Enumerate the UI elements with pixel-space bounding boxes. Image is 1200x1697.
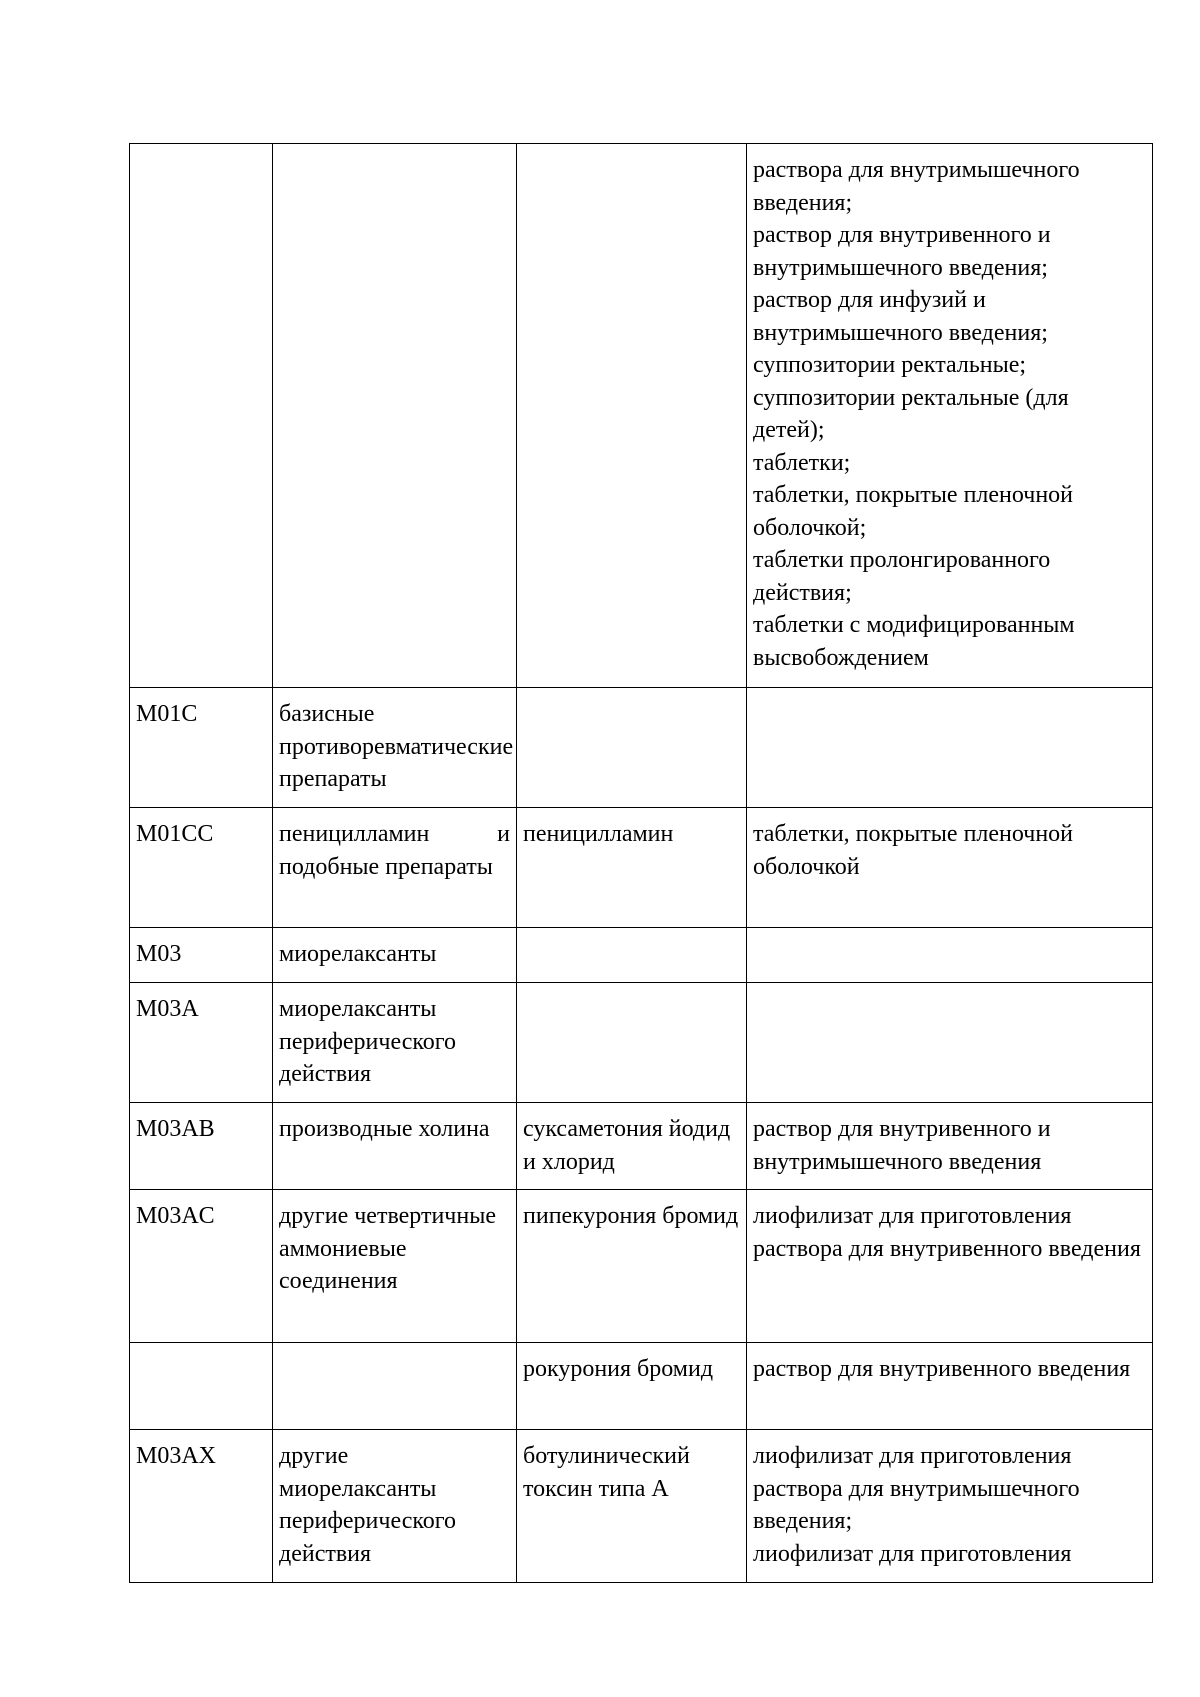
drug-cell: ботулинический токсин типа А	[517, 1430, 747, 1583]
forms-cell	[747, 808, 1153, 928]
drug-cell	[517, 144, 747, 688]
form-item: раствор для внутривенного введения	[753, 1356, 1131, 1382]
atc-code-cell: M01CC	[130, 808, 273, 928]
form-item: раствор для внутривенного и внутримышечного введения;	[753, 222, 1051, 281]
drug-cell: суксаметония йодид и хлорид	[517, 1103, 747, 1190]
table-row	[130, 1430, 1153, 1583]
atc-code-cell: M03AB	[130, 1103, 273, 1190]
group-cell: другие четвертичные аммониевые соединения	[273, 1190, 517, 1343]
atc-code-cell: M01C	[130, 688, 273, 808]
forms-cell	[747, 928, 1153, 983]
table-row	[130, 144, 1153, 688]
atc-code-cell	[130, 1343, 273, 1430]
table-row	[130, 1343, 1153, 1430]
group-cell: миорелаксанты периферического действия	[273, 983, 517, 1103]
atc-code-cell	[130, 144, 273, 688]
forms-cell	[747, 983, 1153, 1103]
forms-cell	[747, 1190, 1153, 1343]
table-row	[130, 1103, 1153, 1190]
group-cell	[273, 1343, 517, 1430]
form-item: суппозитории ректальные;	[753, 352, 1027, 378]
atc-code-cell: M03AX	[130, 1430, 273, 1583]
forms-cell	[747, 688, 1153, 808]
group-text-first-line: пеницилламин и	[279, 821, 510, 847]
form-item: лиофилизат для приготовления раствора для внутримышечного введения;	[753, 1443, 1080, 1534]
form-item: раствор для внутривенного и внутримышечного введения	[753, 1116, 1051, 1175]
group-cell	[273, 808, 517, 928]
group-cell	[273, 144, 517, 688]
drug-cell: пеницилламин	[517, 808, 747, 928]
medication-table	[129, 143, 1153, 1583]
form-item: лиофилизат для приготовления раствора для внутривенного введения	[753, 1203, 1141, 1262]
form-item: раствора для внутримышечного введения;	[753, 157, 1080, 216]
table-row	[130, 1190, 1153, 1343]
form-item: таблетки;	[753, 449, 851, 476]
form-item: раствор для инфузий и внутримышечного введения;	[753, 287, 1048, 346]
forms-cell	[747, 1343, 1153, 1430]
form-item: таблетки с модифицированным высвобождением	[753, 612, 1075, 671]
atc-code-cell: M03	[130, 928, 273, 983]
drug-cell: пипекурония бромид	[517, 1190, 747, 1343]
form-item: таблетки, покрытые пленочной оболочкой	[753, 821, 1074, 880]
table-row	[130, 983, 1153, 1103]
atc-code-cell: M03AC	[130, 1190, 273, 1343]
drug-cell	[517, 928, 747, 983]
atc-code-cell: M03A	[130, 983, 273, 1103]
group-cell: базисные противоревматические препараты	[273, 688, 517, 808]
table-row	[130, 808, 1153, 928]
forms-cell	[747, 144, 1153, 688]
group-text-rest: подобные препараты	[279, 853, 493, 880]
group-cell: другие миорелаксанты периферического действия	[273, 1430, 517, 1583]
drug-cell	[517, 983, 747, 1103]
forms-cell	[747, 1430, 1153, 1583]
group-cell: миорелаксанты	[273, 928, 517, 983]
form-item: таблетки пролонгированного действия;	[753, 547, 1051, 606]
drug-cell: рокурония бромид	[517, 1343, 747, 1430]
table-row	[130, 688, 1153, 808]
table-row	[130, 928, 1153, 983]
form-item: таблетки, покрытые пленочной оболочкой;	[753, 482, 1074, 541]
drug-cell	[517, 688, 747, 808]
group-cell: производные холина	[273, 1103, 517, 1190]
form-item: суппозитории ректальные (для детей);	[753, 384, 1069, 443]
form-item: лиофилизат для приготовления	[753, 1540, 1072, 1567]
forms-cell	[747, 1103, 1153, 1190]
